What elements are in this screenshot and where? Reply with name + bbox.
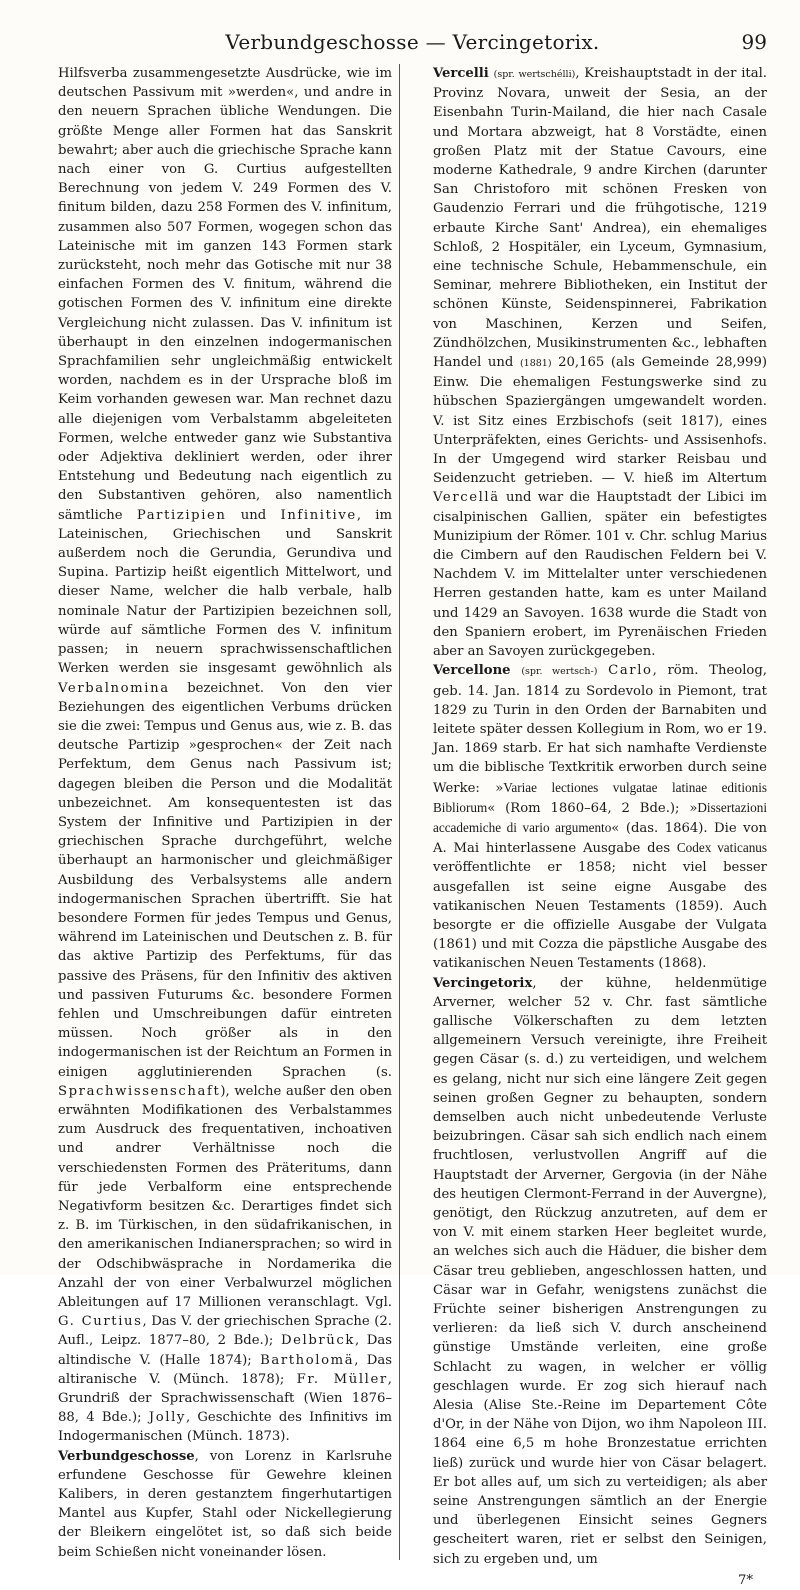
entry-vercelli: Vercelli (spr. wertschélli), Kreishauptstadt in der ital. Provinz Novara, unweit der Sesia, an der Eisenbahn Turin-Mailand, die hier nach Casale und Mortara abzweigt, hat 8 Vorstädte, einen großen Platz mit der Statue Cavours, eine moderne Kathedrale, 9 andre Kirchen (darunter San Christoforo mit schönen Fresken von Gaudenzio Ferrari und die frühgotische, 1219 erbaute Kirche Sant' Andrea), ein ehemaliges Schloß, 2 Hospitäler, ein Lyceum, Gymnasium, eine technische Schule, Hebammenschule, ein Seminar, mehrere Bibliotheken, ein Institut der schönen Künste, Seidenspinnerei, Fabrikation von Maschinen, Kerzen und Seifen, Zündhölzchen, Musikinstrumenten &c., lebhaften Handel und (1881) 20,165 (als Gemeinde 28,999) Einw. Die ehemaligen Festungswerke sind zu hübschen Spaziergängen umgewandelt worden. V. ist Sitz eines Erzbischofs (seit 1817), eines Unterpräfekten, eines Gerichts- und Assisenhofs. In der Umgegend wird starker Reisbau und Seidenzucht getrieben. — V. hieß im Altertum Vercellä und war die Hauptstadt der Libici im cisalpinischen Gallien, später ein befestigtes Munizipium der Römer. 101 v. Chr. schlug Marius die Cimbern auf den Raudischen Feldern bei V. Nachdem V. im Mittelalter unter verschiedenen Herren gestanden hatte, kam es unter Mailand und 1429 an Savoyen. 1638 wurde die Stadt von den Spaniern erobert, im Pyrenäischen Frieden aber an Savoyen zurückgegeben. (433, 66, 767, 660)
headword: Vercelli (433, 66, 489, 81)
pronunciation: (spr. wertschélli) (493, 69, 576, 80)
entry-verbum-continuation: Hilfsverba zusammengesetzte Ausdrücke, wie im deutschen Passivum mit »werden«, und andre in den neuern Sprachen übliche Wendungen. Die größte Menge aller Formen hat das Sanskrit bewahrt; aber auch die griechische Sprache kann nach einer von G. Curtius aufgestellten Berechnung von jedem V. 249 Formen des V. finitum bilden, dazu 258 Formen des V. infinitum, zusammen also 507 Formen, wogegen schon das Lateinische mit im ganzen 143 Formen stark zurücksteht, noch mehr das Gotische mit nur 38 einfachen Formen des V. finitum, während die gotischen Formen des V. infinitum eine direkte Vergleichung nicht zulassen. Das V. infinitum ist überhaupt in den einzelnen indogermanischen Sprachfamilien sehr ungleichmäßig entwickelt worden, nachdem es in der Ursprache bloß im Keim vorhanden gewesen war. Man rechnet dazu alle diejenigen vom Verbalstamm abgeleiteten Formen, welche entweder ganz wie Substantiva oder Adjektiva dekliniert werden, oder ihrer Entstehung und Bedeutung nach eigentlich zu den Substantiven gehören, also namentlich sämtliche Partizipien und Infinitive, im Lateinischen, Griechischen und Sanskrit außerdem noch die Gerundia, Gerundiva und Supina. Partizip heißt eigentlich Mittelwort, und dieser Name, welcher die halb verbale, halb nominale Natur der Partizipien bezeichnen soll, würde auf sämtliche Formen des V. infinitum passen; in neuern sprachwissenschaftlichen Werken werden sie insgesamt gewöhnlich als Verbalnomina bezeichnet. Von den vier Beziehungen des eigentlichen Verbums drücken sie die zwei: Tempus und Genus aus, wie z. B. das deutsche Partizip »gesprochen« der Zeit nach Perfektum, dem Genus nach Passivum ist; dagegen bleiben die Person und die Modalität unbezeichnet. Am konsequentesten ist das System der Infinitive und Partizipien in der griechischen Sprache durchgeführt, welche überhaupt an harmonischer und gleichmäßiger Ausbildung des Verbalsystems alle andern indogermanischen Sprachen übertrifft. Sie hat besondere Formen für jedes Tempus und Genus, während im Lateinischen und Deutschen z. B. für das aktive Partizip des Perfektums, für das passive des Präsens, für den Infinitiv des aktiven und passiven Futurums &c. besondere Formen fehlen und Umschreibungen dafür eintreten müssen. Noch größer als in den indogermanischen ist der Reichtum an Formen in einigen agglutinierenden Sprachen (s. Sprachwissenschaft), welche außer den oben erwähnten Modifikationen des Verbalstammes zum Ausdruck des frequentativen, inchoativen und andrer Verhältnisse noch die verschiedensten Formen des Präteritums, dann für jede Verbalform eine entsprechende Negativform besitzen &c. Derartiges findet sich z. B. im Türkischen, in den südafrikanischen, in den amerikanischen Indianersprachen; so wird in der Odschibwäsprache in Nordamerika die Anzahl der von einer Verbalwurzel möglichen Ableitungen auf 17 Millionen veranschlagt. Vgl. G. Curtius, Das V. der griechischen Sprache (2. Aufl., Leipz. 1877–80, 2 Bde.); Delbrück, Das altindische V. (Halle 1874); Bartholomä, Das altiranische V. (Münch. 1878); Fr. Müller, Grundriß der Sprachwissenschaft (Wien 1876–88, 4 Bde.); Jolly, Geschichte des Infinitivs im Indogermanischen (Münch. 1873). (58, 66, 393, 1445)
pronunciation: (spr. wertsch-) (521, 666, 598, 678)
page-number: 99 (741, 30, 767, 54)
running-title: Verbundgeschosse — Vercingetorix. (225, 30, 600, 54)
entry-vercellone: Vercellone (spr. wertsch-) Carlo, röm. Theolog, geb. 14. Jan. 1814 zu Sordevolo in Piemont, trat 1829 zu Turin in den Orden der Barnabiten und leitete später dessen Kollegium in Rom, wo er 19. Jan. 1869 starb. Er hat sich namhafte Verdienste um die biblische Textkritik erworben durch seine Werke: »Variae lectiones vulgatae latinae editionis Bibliorum« (Rom 1860–64, 2 Bde.); »Dissertazioni accademiche di vario argumento« (das. 1864). Die von A. Mai hinterlassene Ausgabe des Codex vaticanus veröffentlichte er 1858; nicht viel besser ausgefallen ist seine eigne Ausgabe des vatikanischen Neuen Testaments (1859). Auch besorgte er die offizielle Ausgabe der Vulgata (1861) und mit Cozza die päpstliche Ausgabe des vatikanischen Neuen Testaments (1868). (433, 663, 768, 972)
headword: Verbundgeschosse (58, 1448, 195, 1464)
right-column (433, 64, 767, 1590)
headword: Vercellone (433, 663, 511, 679)
two-column-body (58, 64, 767, 1590)
running-header (58, 22, 767, 64)
headword: Vercingetorix (433, 975, 533, 991)
entry-verbundgeschosse: Verbundgeschosse, von Lorenz in Karlsruhe erfundene Geschosse für Gewehre kleinen Kalibers, in deren gestanztem fingerhutartigen Mantel aus Kupfer, Stahl oder Nickellegierung der Bleikern eingelötet ist, so daß sich beide beim Schießen nicht voneinander lösen. (58, 1448, 392, 1560)
left-column (58, 64, 392, 1590)
entry-vercingetorix: Vercingetorix, der kühne, heldenmütige Arverner, welcher 52 v. Chr. fast sämtliche gallische Völkerschaften zu dem letzten allgemeinern Versuch vereinigte, ihre Freiheit gegen Cäsar (s. d.) zu verteidigen, und welchem es gelang, nicht nur sich eine längere Zeit gegen seinen großen Gegner zu behaupten, sondern demselben auch nicht unbedeutende Verluste beizubringen. Cäsar sah sich endlich nach einem fruchtlosen, verlustvollen Angriff auf die Hauptstadt der Arverner, Gergovia (in der Nähe des heutigen Clermont-Ferrand in der Auvergne), genötigt, den Rückzug anzutreten, auf dem er von V. mit einem starken Heer begleitet wurde, an welches sich auch die Häduer, die bisher dem Cäsar treu geblieben, angeschlossen hatten, und Cäsar war in Gefahr, wenigstens zunächst die Früchte seiner bisherigen Anstrengungen zu verlieren: da ließ sich V. durch anscheinend günstige Umstände verleiten, eine große Schlacht zu wagen, in welcher er völlig geschlagen wurde. Er zog sich hierauf nach Alesia (Alise Ste.-Reine im Departement Côte d'Or, in der Nähe von Dijon, wo ihm Napoleon III. 1864 eine 6,5 m hohe Bronzestatue errichten ließ) zurück und wurde hier von Cäsar belagert. Er bot alles auf, um sich zu verteidigen; als aber seine Anstrengungen sämtlich an der Energie und überlegenen Einsicht seines Gegners gescheitert waren, riet er selbst den Seinigen, sich zu ergeben und, um (433, 975, 767, 1567)
column-divider (399, 64, 400, 1560)
signature-mark: 7* (738, 1572, 753, 1588)
